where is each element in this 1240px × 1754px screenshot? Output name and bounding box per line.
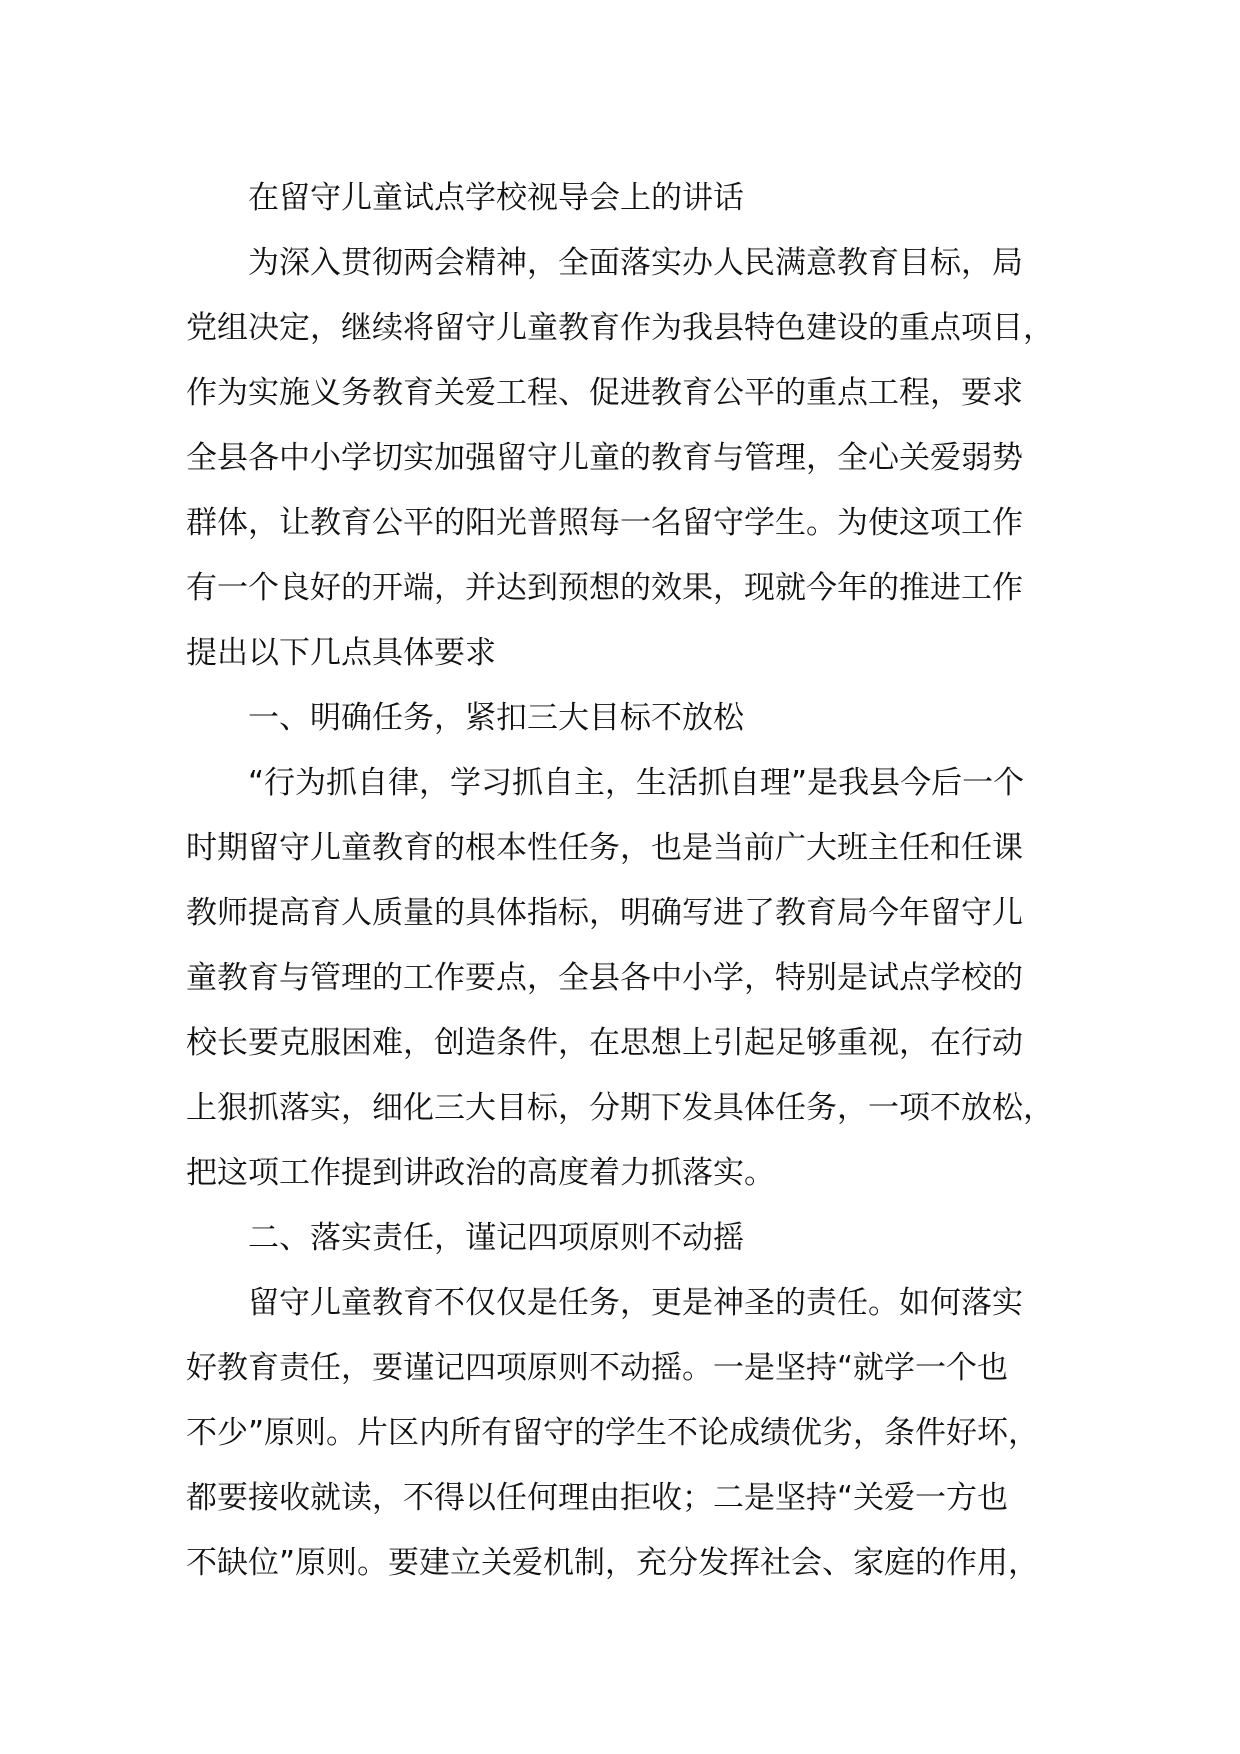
paragraph-line: 时期留守儿童教育的根本性任务，也是当前广大班主任和任课 [186, 830, 1023, 866]
paragraph-line: 不少”原则。片区内所有留守的学生不论成绩优劣，条件好坏， [186, 1415, 1040, 1451]
section-heading: 一、明确任务，紧扣三大目标不放松 [248, 700, 744, 736]
paragraph-line: 把这项工作提到讲政治的高度着力抓落实。 [186, 1155, 775, 1191]
paragraph-line: 上狠抓落实，细化三大目标，分期下发具体任务，一项不放松， [186, 1090, 1054, 1126]
document-title: 在留守儿童试点学校视导会上的讲话 [248, 180, 744, 216]
paragraph-line: 校长要克服困难，创造条件，在思想上引起足够重视，在行动 [186, 1025, 1023, 1061]
paragraph-line: 童教育与管理的工作要点，全县各中小学，特别是试点学校的 [186, 960, 1023, 996]
paragraph-line: 留守儿童教育不仅仅是任务，更是神圣的责任。如何落实 [248, 1285, 1023, 1321]
paragraph-line: 不缺位”原则。要建立关爱机制，充分发挥社会、家庭的作用， [186, 1545, 1040, 1581]
section-heading: 二、落实责任，谨记四项原则不动摇 [248, 1220, 744, 1256]
document-body [186, 166, 1090, 1596]
paragraph-line: 好教育责任，要谨记四项原则不动摇。一是坚持“就学一个也 [186, 1350, 1009, 1386]
paragraph-line: 党组决定，继续将留守儿童教育作为我县特色建设的重点项目， [186, 310, 1054, 346]
paragraph-line: 为深入贯彻两会精神，全面落实办人民满意教育目标，局 [248, 245, 1023, 281]
paragraph-line: 作为实施义务教育关爱工程、促进教育公平的重点工程，要求 [186, 375, 1023, 411]
paragraph-line: 群体，让教育公平的阳光普照每一名留守学生。为使这项工作 [186, 505, 1023, 541]
paragraph-line: 全县各中小学切实加强留守儿童的教育与管理，全心关爱弱势 [186, 440, 1023, 476]
paragraph-line: “行为抓自律，学习抓自主，生活抓自理”是我县今后一个 [248, 765, 1025, 801]
paragraph-line: 都要接收就读，不得以任何理由拒收；二是坚持“关爱一方也 [186, 1480, 1009, 1516]
paragraph-line: 提出以下几点具体要求 [186, 635, 496, 671]
paragraph-line: 教师提高育人质量的具体指标，明确写进了教育局今年留守儿 [186, 895, 1023, 931]
paragraph-line: 有一个良好的开端，并达到预想的效果，现就今年的推进工作 [186, 570, 1023, 606]
